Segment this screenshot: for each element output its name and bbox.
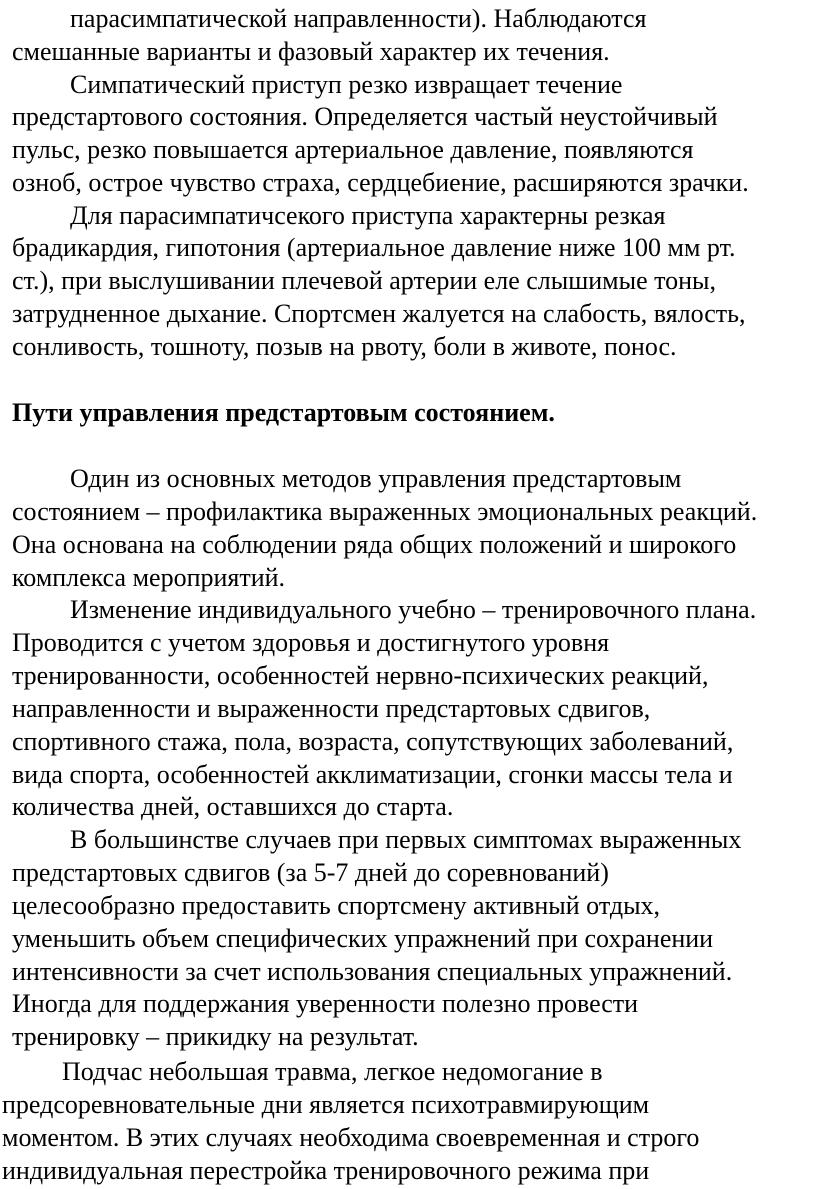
text-line: тренированности, особенностей нервно-психических реакций, [12,661,709,690]
text-line: количества дней, оставшихся до старта. [12,792,454,821]
text-line: Подчас небольшая травма, легкое недомогание в [62,1057,603,1086]
text-line: В большинстве случаев при первых симптомах выраженных [70,825,742,854]
text-line: Изменение индивидуального учебно – тренировочного плана. [70,595,757,624]
text-line: Симпатический приступ резко извращает течение [70,70,623,99]
text-line: уменьшить объем специфических упражнений при сохранении [12,924,714,953]
section-heading: Пути управления предстартовым состоянием. [12,398,555,427]
text-line: направленности и выраженности предстартовых сдвигов, [12,694,651,723]
text-line: предсоревновательные дни является психотравмирующим [2,1090,650,1119]
text-line: Для парасимпатичсекого приступа характерны резкая [70,201,666,230]
text-line: предстартовых сдвигов (за 5-7 дней до соревнований) [12,858,609,887]
text-line: ст.), при выслушивании плечевой артерии еле слышимые тоны, [12,266,717,295]
text-line: тренировку – прикидку на результат. [12,1022,419,1051]
text-line: целесообразно предоставить спортсмену активный отдых, [12,891,661,920]
text-line: сонливость, тошноту, позыв на рвоту, боли в животе, понос. [12,332,677,361]
text-line: комплекса мероприятий. [12,563,286,592]
text-line: пульс, резко повышается артериальное давление, появляются [12,135,694,164]
text-line: интенсивности за счет использования специальных упражнений. [12,957,733,986]
text-line: состоянием – профилактика выраженных эмоциональных реакций. [12,497,758,526]
text-line: затрудненное дыхание. Спортсмен жалуется на слабость, вялость, [12,299,746,328]
text-line: парасимпатической направленности). Наблюдаются [70,4,647,33]
text-line: брадикардия, гипотония (артериальное давление ниже 100 мм рт. [12,233,736,262]
text-line: Иногда для поддержания уверенности полезно провести [12,989,639,1018]
text-line: индивидуальная перестройка тренировочного режима при [2,1156,650,1185]
text-line: смешанные варианты и фазовый характер их течения. [12,37,610,66]
text-line: Один из основных методов управления предстартовым [70,464,682,493]
text-line: вида спорта, особенностей акклиматизации, сгонки массы тела и [12,760,733,789]
text-line: Она основана на соблюдении ряда общих положений и широкого [12,530,737,559]
text-line: озноб, острое чувство страха, сердцебиение, расширяются зрачки. [12,168,749,197]
text-line: моментом. В этих случаях необходима своевременная и строго [2,1123,700,1152]
text-line: спортивного стажа, пола, возраста, сопутствующих заболеваний, [12,727,734,756]
text-line: Проводится с учетом здоровья и достигнутого уровня [12,628,610,657]
text-line: предстартового состояния. Определяется частый неустойчивый [12,102,718,131]
